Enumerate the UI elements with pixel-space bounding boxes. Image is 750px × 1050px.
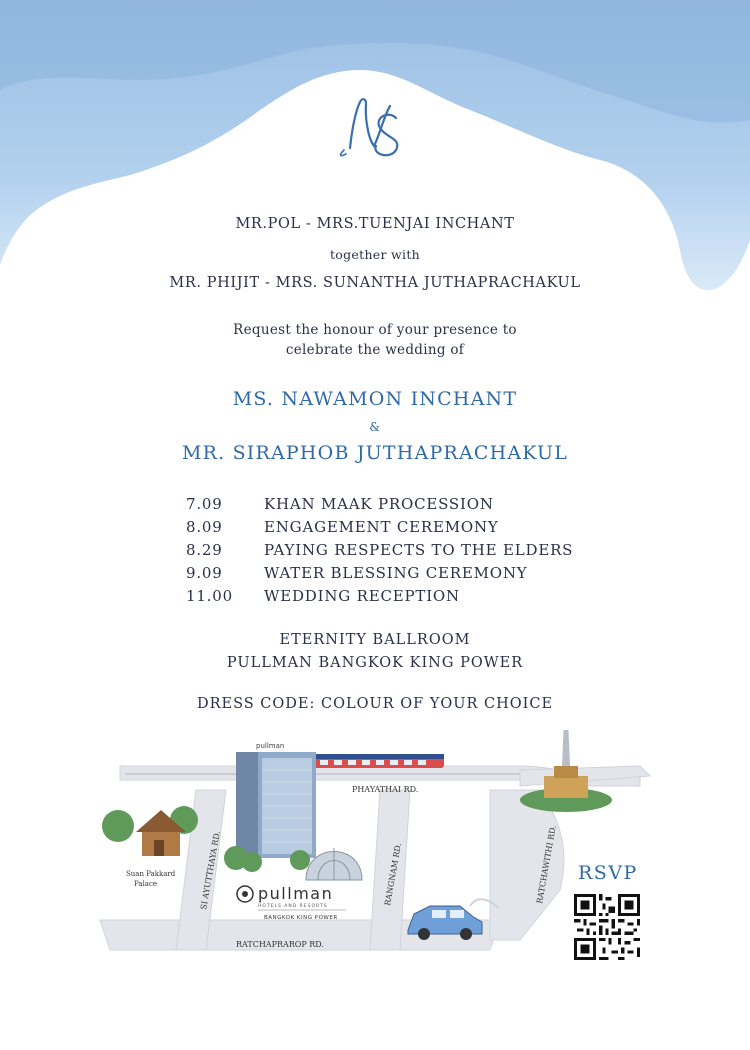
- road-label-ratchawithi: RATCHAWITHI RD.: [535, 824, 558, 905]
- schedule-time: 8.29: [186, 540, 223, 559]
- schedule-row: [186, 515, 606, 538]
- schedule-event: KHAN MAAK PROCESSION: [264, 494, 494, 513]
- skytrain-icon: [312, 754, 444, 768]
- schedule-event: ENGAGEMENT CEREMONY: [264, 517, 499, 536]
- hotel-tower-icon: [236, 742, 316, 858]
- bride-name: MS. NAWAMON INCHANT: [232, 388, 518, 410]
- pullman-logo: [237, 884, 346, 921]
- logo-sub: HOTELS AND RESORTS: [258, 904, 328, 909]
- schedule-time: 8.09: [186, 517, 223, 536]
- bride-parents: MR.POL - MRS.TUENJAI INCHANT: [235, 216, 515, 232]
- schedule: [186, 492, 606, 608]
- rsvp-label: RSVP: [578, 862, 638, 884]
- building-sign: pullman: [256, 742, 285, 750]
- road-label-si-ayutthaya: SI AYUTTHAYA RD.: [199, 830, 222, 911]
- palace-label-1: Suan Pakkard: [126, 870, 176, 878]
- venue-hotel: PULLMAN BANGKOK KING POWER: [226, 655, 524, 671]
- venue-room: ETERNITY BALLROOM: [279, 632, 471, 648]
- schedule-time: 7.09: [186, 494, 223, 513]
- road-label-phayathai: PHAYATHAI RD.: [352, 785, 419, 794]
- request-line-2: celebrate the wedding of: [285, 342, 465, 358]
- schedule-time: 9.09: [186, 564, 223, 583]
- logo-word: pullman: [258, 884, 334, 903]
- ampersand: &: [369, 420, 381, 434]
- location-map: [0, 730, 750, 1050]
- request-line-1: Request the honour of your presence to: [233, 322, 517, 338]
- road-label-ratchaprarop: RATCHAPRAROP RD.: [236, 940, 324, 949]
- road-label-rangnam: RANGNAM RD.: [383, 842, 403, 907]
- monogram: [310, 88, 440, 168]
- schedule-time: 11.00: [186, 587, 233, 606]
- logo-location: BANGKOK KING POWER: [264, 915, 338, 921]
- schedule-row: [186, 492, 606, 515]
- groom-parents: MR. PHIJIT - MRS. SUNANTHA JUTHAPRACHAKUL: [169, 275, 581, 291]
- schedule-event: WEDDING RECEPTION: [264, 587, 460, 606]
- schedule-event: WATER BLESSING CEREMONY: [264, 564, 528, 583]
- palace-label-2: Palace: [134, 880, 158, 888]
- qr-code-icon[interactable]: [574, 894, 640, 960]
- dress-code: DRESS CODE: COLOUR OF YOUR CHOICE: [196, 696, 554, 712]
- palace-icon: [102, 806, 198, 856]
- schedule-row: [186, 562, 606, 585]
- schedule-row: [186, 585, 606, 608]
- schedule-row: [186, 538, 606, 561]
- groom-name: MR. SIRAPHOB JUTHAPRACHAKUL: [181, 442, 569, 464]
- together-with: together with: [329, 247, 421, 262]
- schedule-event: PAYING RESPECTS TO THE ELDERS: [264, 540, 574, 559]
